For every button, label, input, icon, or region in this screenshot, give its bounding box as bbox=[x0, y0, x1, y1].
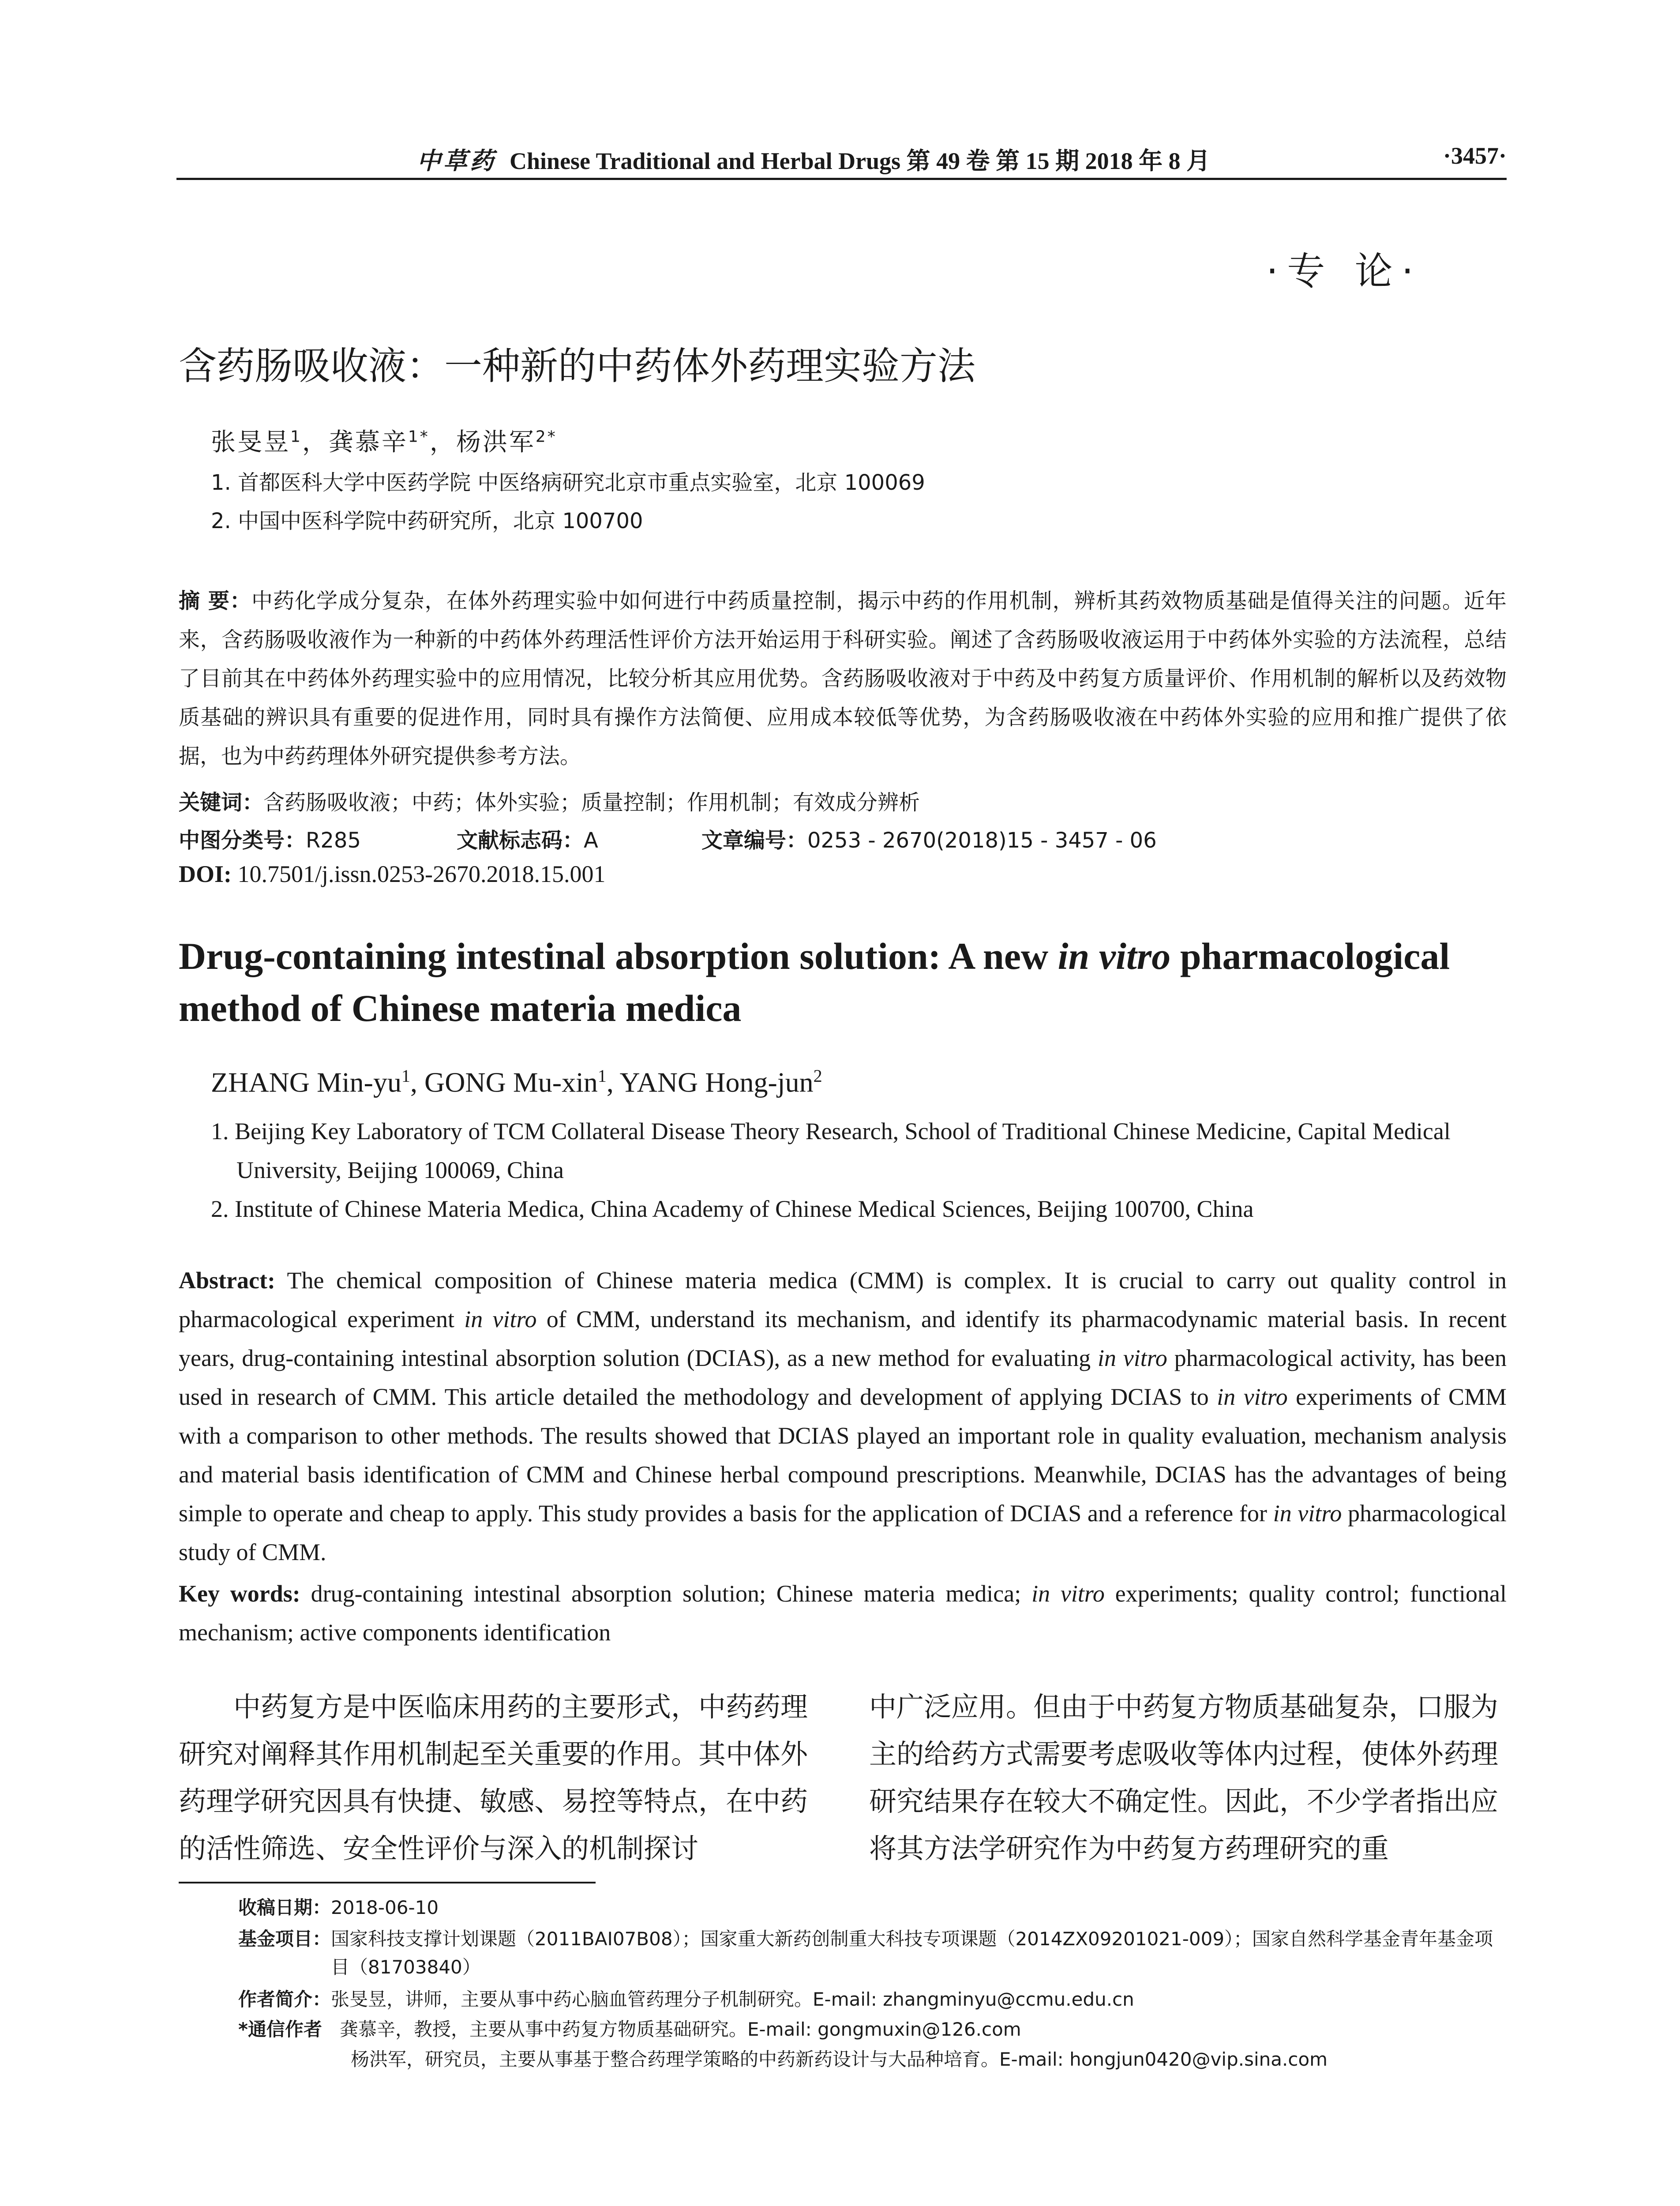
footnote-label: 收稿日期： bbox=[238, 1897, 331, 1918]
author-affil-mark: 2 bbox=[813, 1066, 822, 1086]
clc-value: R285 bbox=[306, 828, 361, 853]
keywords-en-label: Key words: bbox=[179, 1580, 300, 1607]
document-code bbox=[457, 823, 598, 854]
affiliation-en-1-cont: University, Beijing 100069, China bbox=[236, 1157, 564, 1183]
section-label: ·专 论· bbox=[1266, 249, 1423, 293]
author-affil-mark: 1 bbox=[597, 1066, 607, 1086]
footnote-rule bbox=[179, 1882, 596, 1883]
affiliation-en-2: 2. Institute of Chinese Materia Medica, China Academy of Chinese Medical Sciences, Beijing 100700, China bbox=[211, 1196, 1254, 1222]
footnote-label: 作者简介： bbox=[238, 1988, 331, 2010]
keywords-en-text: drug-containing intestinal absorption solution; Chinese materia medica; bbox=[300, 1580, 1032, 1607]
abstract-en bbox=[179, 1261, 1507, 1572]
footnote-text: 张旻昱，讲师，主要从事中药心脑血管药理分子机制研究。E-mail: zhangminyu@ccmu.edu.cn bbox=[331, 1988, 1134, 2010]
abstract-en-text: pharmacological activity, has been used in research of CMM. This article detailed the methodology and development of applying DCIAS to bbox=[179, 1345, 1507, 1410]
abstract-en-text: The chemical composition of Chinese materia medica (CMM) is complex. It is crucial to carry out quality control in pharmacological experiment bbox=[179, 1267, 1507, 1332]
abstract-en-text: of CMM, understand its mechanism, and identify its pharmacodynamic material basis. In recent years, drug-containing intestinal absorption solution (DCIAS), as a new method for evaluating bbox=[179, 1306, 1507, 1371]
abstract-en-italic: in vitro bbox=[1217, 1384, 1288, 1410]
author-affil-mark: 2* bbox=[535, 428, 557, 446]
author-name: 张旻昱 bbox=[211, 428, 290, 457]
body-column-right: 中广泛应用。但由于中药复方物质基础复杂，口服为主的给药方式需要考虑吸收等体内过程，使体外药理研究结果存在较大不确定性。因此，不少学者指出应将其方法学研究作为中药复方药理研究的重 bbox=[869, 1691, 1499, 1865]
author-affil-mark: 1 bbox=[290, 428, 302, 446]
page-number: ·3457· bbox=[1443, 143, 1507, 169]
footnote-label: *通信作者 bbox=[238, 2018, 322, 2040]
affiliations-en bbox=[211, 1112, 1508, 1228]
clc-label: 中图分类号： bbox=[179, 828, 306, 853]
affiliation-cn-1: 1. 首都医科大学中医药学院 中医络病研究北京市重点实验室，北京 100069 bbox=[211, 470, 925, 495]
footnote-text: 2018-06-10 bbox=[331, 1897, 439, 1918]
doc-label: 文献标志码： bbox=[457, 828, 584, 853]
article-number bbox=[701, 823, 1157, 854]
art-value: 0253 - 2670(2018)15 - 3457 - 06 bbox=[807, 828, 1157, 853]
footnote-text: 龚慕辛，教授，主要从事中药复方物质基础研究。E-mail: gongmuxin@126.com bbox=[339, 2018, 1021, 2040]
footnote-fund bbox=[238, 1925, 1509, 1981]
art-label: 文章编号： bbox=[701, 828, 808, 853]
footnote-text: 国家科技支撑计划课题（2011BAI07B08）；国家重大新药创制重大科技专项课题（2014ZX09201021-009）；国家自然科学基金青年基金项目（81703840） bbox=[331, 1928, 1493, 1978]
author-name: 龚慕辛 bbox=[328, 428, 408, 457]
journal-info: Chinese Traditional and Herbal Drugs 第 49 卷 第 15 期 2018 年 8 月 bbox=[510, 148, 1211, 174]
footnote-received bbox=[238, 1894, 1509, 1922]
doc-value: A bbox=[584, 828, 598, 853]
footnote-label: 基金项目： bbox=[238, 1928, 331, 1950]
title-en-part: Drug-containing intestinal absorption solution: A new bbox=[179, 935, 1058, 977]
title-en bbox=[179, 930, 1507, 1034]
abstract-cn-text: 中药化学成分复杂，在体外药理实验中如何进行中药质量控制，揭示中药的作用机制，辨析其药效物质基础是值得关注的问题。近年来，含药肠吸收液作为一种新的中药体外药理活性评价方法开始运用于科研实验。阐述了含药肠吸收液运用于中药体外实验的方法流程，总结了目前其在中药体外药理实验中的应用情况，比较分析其应用优势。含药肠吸收液对于中药及中药复方质量评价、作用机制的解析以及药效物质基础的辨识具有重要的促进作用，同时具有操作方法简便、应用成本较低等优势，为含药肠吸收液在中药体外实验的应用和推广提供了依据，也为中药药理体外研究提供参考方法。 bbox=[179, 589, 1507, 769]
author-affil-mark: 1* bbox=[408, 428, 430, 446]
running-header bbox=[179, 142, 1507, 173]
author-name: 杨洪军 bbox=[456, 428, 536, 457]
affiliation-en-1: 1. Beijing Key Laboratory of TCM Collateral Disease Theory Research, School of Traditional Chinese Medicine, Capital Medical bbox=[211, 1118, 1451, 1144]
abstract-en-italic: in vitro bbox=[1097, 1345, 1167, 1371]
abstract-cn bbox=[179, 582, 1507, 776]
keywords-en-italic: in vitro bbox=[1031, 1580, 1105, 1607]
title-en-part: pharmacological method of Chinese materia medica bbox=[179, 935, 1450, 1029]
abstract-cn-label: 摘 要： bbox=[179, 589, 251, 613]
doi-value: 10.7501/j.issn.0253-2670.2018.15.001 bbox=[232, 861, 606, 887]
author-affil-mark: 1 bbox=[401, 1066, 410, 1086]
abstract-en-label: Abstract: bbox=[179, 1267, 275, 1294]
title-en-italic: in vitro bbox=[1058, 935, 1171, 977]
authors-en bbox=[211, 1065, 822, 1099]
footnote-corresponding bbox=[238, 2015, 1509, 2044]
keywords-en bbox=[179, 1574, 1507, 1652]
keywords-cn-label: 关键词： bbox=[179, 790, 264, 815]
clc-code bbox=[179, 823, 361, 854]
keywords-en-text: experiments; quality control; functional mechanism; active components identification bbox=[179, 1580, 1507, 1646]
doi-label: DOI: bbox=[179, 861, 232, 887]
abstract-en-italic: in vitro bbox=[464, 1306, 537, 1332]
author-name-en: , GONG Mu-xin bbox=[410, 1066, 598, 1098]
doi bbox=[179, 860, 606, 888]
abstract-en-italic: in vitro bbox=[1273, 1500, 1342, 1527]
authors-cn bbox=[211, 423, 557, 458]
author-separator: ， bbox=[429, 428, 456, 457]
header-rule bbox=[176, 178, 1507, 180]
author-separator: ， bbox=[302, 428, 329, 457]
journal-logo: 中草药 bbox=[417, 146, 496, 175]
footnote-corresponding-2: 杨洪军，研究员，主要从事基于整合药理学策略的中药新药设计与大品种培育。E-mail: hongjun0420@vip.sina.com bbox=[351, 2048, 1328, 2070]
abstract-en-text: pharmacological study of CMM. bbox=[179, 1500, 1507, 1565]
keywords-cn bbox=[179, 785, 920, 816]
title-cn: 含药肠吸收液：一种新的中药体外药理实验方法 bbox=[179, 344, 975, 388]
body-column-left: 中药复方是中医临床用药的主要形式，中药药理研究对阐释其作用机制起至关重要的作用。其中体外药理学研究因具有快捷、敏感、易控等特点，在中药的活性筛选、安全性评价与深入的机制探讨 bbox=[179, 1691, 808, 1865]
affiliation-cn-2: 2. 中国中医科学院中药研究所，北京 100700 bbox=[211, 509, 643, 533]
abstract-en-text: experiments of CMM with a comparison to other methods. The results showed that DCIAS played an important role in quality evaluation, mechanism analysis and material basis identification of CMM and Chinese herbal compound prescriptions. Meanwhile, DCIAS has the advantages of being simple to operate and cheap to apply. This study provides a basis for the application of DCIAS and a reference for bbox=[179, 1384, 1507, 1527]
author-name-en: , YANG Hong-jun bbox=[606, 1066, 814, 1098]
author-name-en: ZHANG Min-yu bbox=[211, 1066, 401, 1098]
keywords-cn-text: 含药肠吸收液；中药；体外实验；质量控制；作用机制；有效成分辨析 bbox=[263, 790, 920, 815]
footnote-author bbox=[238, 1985, 1509, 2014]
